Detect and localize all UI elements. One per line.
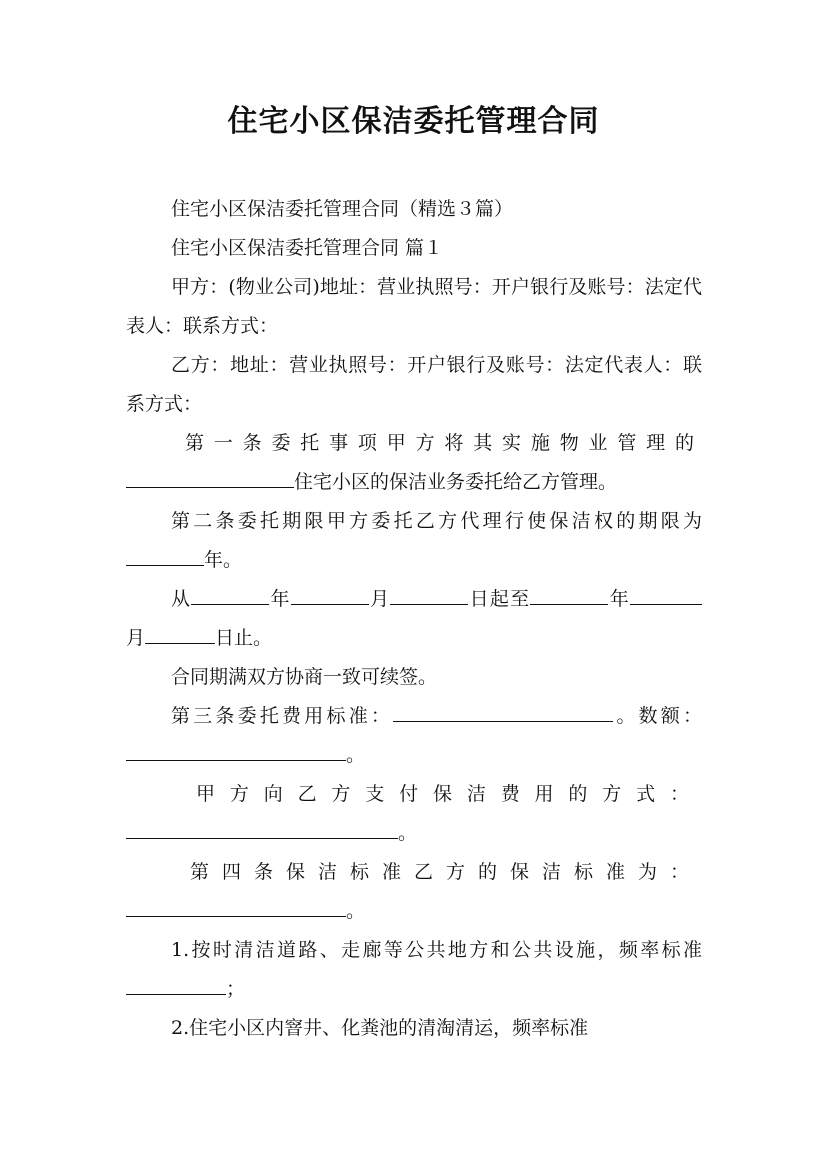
blank-line [145,623,215,644]
blank-line [126,974,226,995]
blank-line [126,740,346,761]
blank-line [126,896,346,917]
paragraph: 合同期满双方协商一致可续签。 [171,666,438,688]
blank-line [390,584,468,605]
paragraph: 住宅小区保洁委托管理合同 篇１ [171,237,444,259]
paragraph: 第二条委托期限甲方委托乙方代理行使保洁权的期限为年。 [126,502,702,580]
blank-line [630,584,702,605]
paragraph: 从 年 月 日起至 年月 日止。 [126,580,702,658]
paragraph: 第三条委托费用标准： 。数额：。 [126,697,702,775]
blank-line [126,818,398,839]
blank-line [126,545,204,566]
document-title: 住宅小区保洁委托管理合同 [227,104,600,139]
paragraph: 1.按时清洁道路、走廊等公共地方和公共设施，频率标准； [126,931,702,1009]
paragraph: 2.住宅小区内窨井、化粪池的清淘清运，频率标准 [171,1017,589,1039]
paragraph: 住宅小区保洁委托管理合同（精选３篇） [171,198,514,220]
blank-line [530,584,608,605]
paragraph: 第一条委托事项甲方将其实施物业管理的住宅小区的保洁业务委托给乙方管理。 [126,424,702,502]
document-body [126,190,702,1048]
blank-line [393,701,613,722]
blank-line [191,584,269,605]
paragraph: 甲方向乙方支付保洁费用的方式：。 [126,775,702,853]
paragraph: 第四条保洁标准乙方的保洁标准为：。 [126,853,702,931]
blank-line [126,467,294,488]
paragraph: 乙方：地址：营业执照号：开户银行及账号：法定代表人：联系方式： [126,354,702,415]
blank-line [291,584,369,605]
paragraph: 甲方：(物业公司)地址：营业执照号：开户银行及账号：法定代表人：联系方式： [126,276,702,337]
